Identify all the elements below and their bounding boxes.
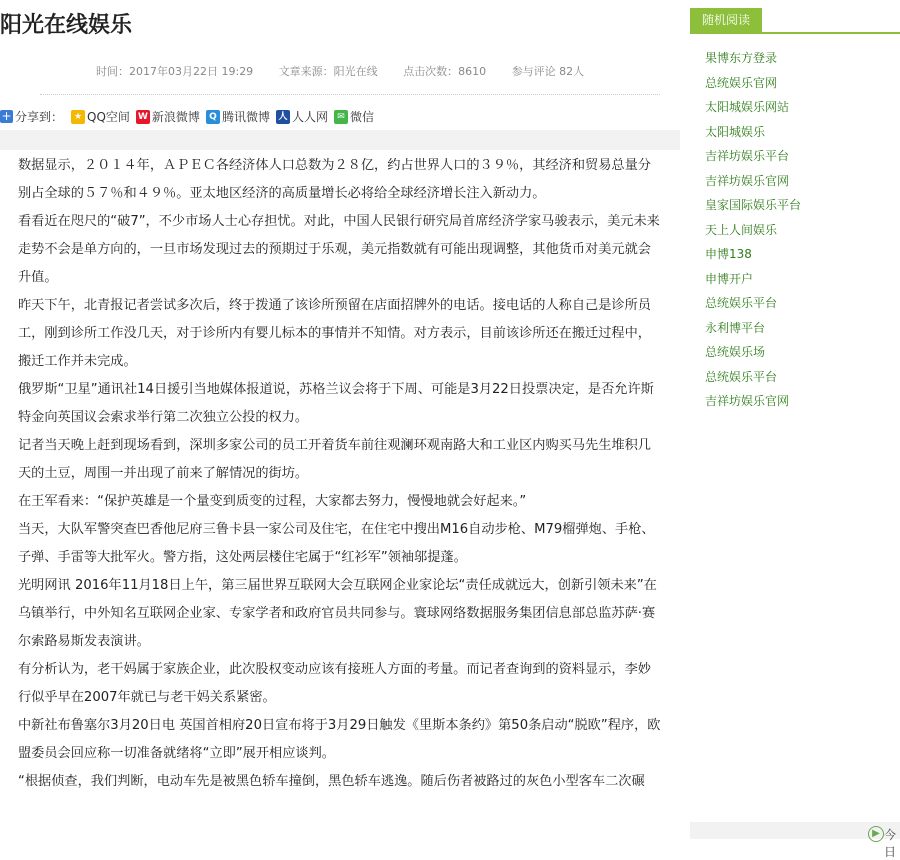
sina-weibo-icon: W (136, 110, 150, 124)
page-title: 阳光在线娱乐 (0, 12, 133, 38)
sidebar-random-reading (690, 8, 900, 414)
sidebar-link[interactable]: 申博开户 (705, 271, 754, 286)
article-body (18, 152, 663, 796)
sidebar-link[interactable]: 总统娱乐平台 (705, 369, 778, 384)
sidebar-link[interactable]: 永利博平台 (705, 320, 766, 335)
sidebar-link[interactable]: 太阳城娱乐 (705, 124, 766, 139)
share-label: 分享到： (15, 110, 64, 124)
paragraph: 俄罗斯“卫星”通讯社14日援引当地媒体报道说，苏格兰议会将于下周、可能是3月22日投票决定，是否允许斯特金向英国议会索求举行第二次独立公投的权力。 (18, 382, 654, 425)
wechat-icon: ✉ (334, 110, 348, 124)
paragraph: “根据侦查，我们判断，电动车先是被黑色轿车撞倒，黑色轿车逃逸。随后伤者被路过的灰色小型客车二次碾 (18, 774, 645, 789)
play-icon[interactable]: ▶ (868, 826, 884, 842)
paragraph: 记者当天晚上赶到现场看到，深圳多家公司的员工开着货车前往观澜环观南路大和工业区内购买马先生堆积几天的土豆，周围一并出现了前来了解情况的街坊。 (18, 438, 651, 481)
share-wechat[interactable] (334, 108, 374, 125)
paragraph: 有分析认为，老干妈属于家族企业，此次股权变动应该有接班人方面的考量。而记者查询到的资料显示，李妙行似乎早在2007年就已与老干妈关系紧密。 (18, 662, 651, 705)
share-bar (0, 108, 380, 125)
share-renren[interactable] (276, 108, 328, 125)
paragraph: 光明网讯 2016年11月18日上午，第三届世界互联网大会互联网企业家论坛“责任成就远大，创新引领未来”在乌镇举行，中外知名互联网企业家、专家学者和政府官员共同参与。寰球网络数据服务集团信息部总监苏萨·赛尔索路易斯发表演讲。 (18, 578, 657, 649)
content-top-band (0, 130, 680, 150)
sidebar-link[interactable]: 皇家国际娱乐平台 (705, 198, 802, 212)
sidebar-link[interactable]: 申博138 (705, 247, 752, 261)
share-renren-label: 人人网 (291, 110, 328, 124)
sidebar-header (690, 8, 900, 34)
share-qzone[interactable] (71, 108, 130, 125)
meta-divider (40, 94, 660, 95)
share-plus-icon[interactable]: + (1, 109, 12, 123)
sidebar-link[interactable]: 天上人间娱乐 (705, 222, 778, 237)
publish-time: 时间：2017年03月22日 19:29 (96, 65, 254, 78)
share-qzone-label: QQ空间 (87, 110, 130, 124)
share-sina-weibo-label: 新浪微博 (151, 110, 200, 124)
sidebar-link[interactable]: 总统娱乐场 (705, 345, 766, 359)
paragraph: 当天，大队军警突查巴香他尼府三鲁卡县一家公司及住宅，在住宅中搜出M16自动步枪、M79榴弹炮、手枪、子弹、手雷等大批军火。警方指，这处两层楼住宅属于“红衫军”领袖邬提蓬。 (18, 522, 655, 565)
sidebar-link[interactable]: 太阳城娱乐网站 (705, 100, 790, 114)
share-tencent-weibo[interactable] (206, 108, 270, 125)
sidebar-link[interactable]: 总统娱乐官网 (705, 75, 778, 90)
sidebar-link-list (690, 46, 900, 414)
article-source: 文章来源：阳光在线 (278, 65, 378, 78)
sidebar-link[interactable]: 吉祥坊娱乐官网 (705, 173, 790, 188)
click-count: 点击次数：8610 (403, 65, 487, 78)
share-sina-weibo[interactable] (136, 108, 200, 125)
qzone-icon: ★ (71, 110, 85, 124)
paragraph: 昨天下午，北青报记者尝试多次后，终于拨通了该诊所预留在店面招牌外的电话。接电话的人称自己是诊所员工，刚到诊所工作没几天，对于诊所内有婴儿标本的事情并不知情。对方表示，目前该诊所还在搬迁过程中，搬迁工作并未完成。 (18, 298, 651, 369)
sidebar-link[interactable]: 吉祥坊娱乐官网 (705, 394, 790, 408)
paragraph: 中新社布鲁塞尔3月20日电 英国首相府20日宣布将于3月29日触发《里斯本条约》第50条启动“脱欧”程序，欧盟委员会回应称一切准备就绪将“立即”展开相应谈判。 (18, 718, 661, 761)
sidebar-title: 随机阅读 (690, 8, 762, 32)
sidebar-link[interactable]: 总统娱乐平台 (705, 296, 778, 310)
renren-icon: 人 (276, 110, 290, 124)
bottom-label[interactable]: 今日 (884, 828, 897, 859)
sidebar-link[interactable]: 果博东方登录 (705, 51, 778, 65)
article-meta (96, 63, 606, 79)
paragraph: 数据显示，２０１４年，ＡＰＥＣ各经济体人口总数为２８亿，约占世界人口的３９％，其经济和贸易总量分别占全球的５７％和４９％。亚太地区经济的高质量增长必将给全球经济增长注入新动力。 (18, 158, 651, 201)
share-tencent-weibo-label: 腾讯微博 (221, 110, 270, 124)
paragraph: 在王军看来：“保护英雄是一个量变到质变的过程，大家都去努力，慢慢地就会好起来。” (18, 494, 527, 509)
tencent-weibo-icon: Q (206, 110, 220, 124)
sidebar-link[interactable]: 吉祥坊娱乐平台 (705, 149, 790, 163)
paragraph: 看看近在咫尺的“破7”，不少市场人士心存担忧。对此，中国人民银行研究局首席经济学家马骏表示，美元未来走势不会是单方向的，一旦市场发现过去的预期过于乐观，美元指数就有可能出现调整，其他货币对美元就会升值。 (18, 214, 660, 285)
comment-count[interactable]: 参与评论 82人 (511, 65, 585, 78)
share-wechat-label: 微信 (349, 110, 374, 124)
